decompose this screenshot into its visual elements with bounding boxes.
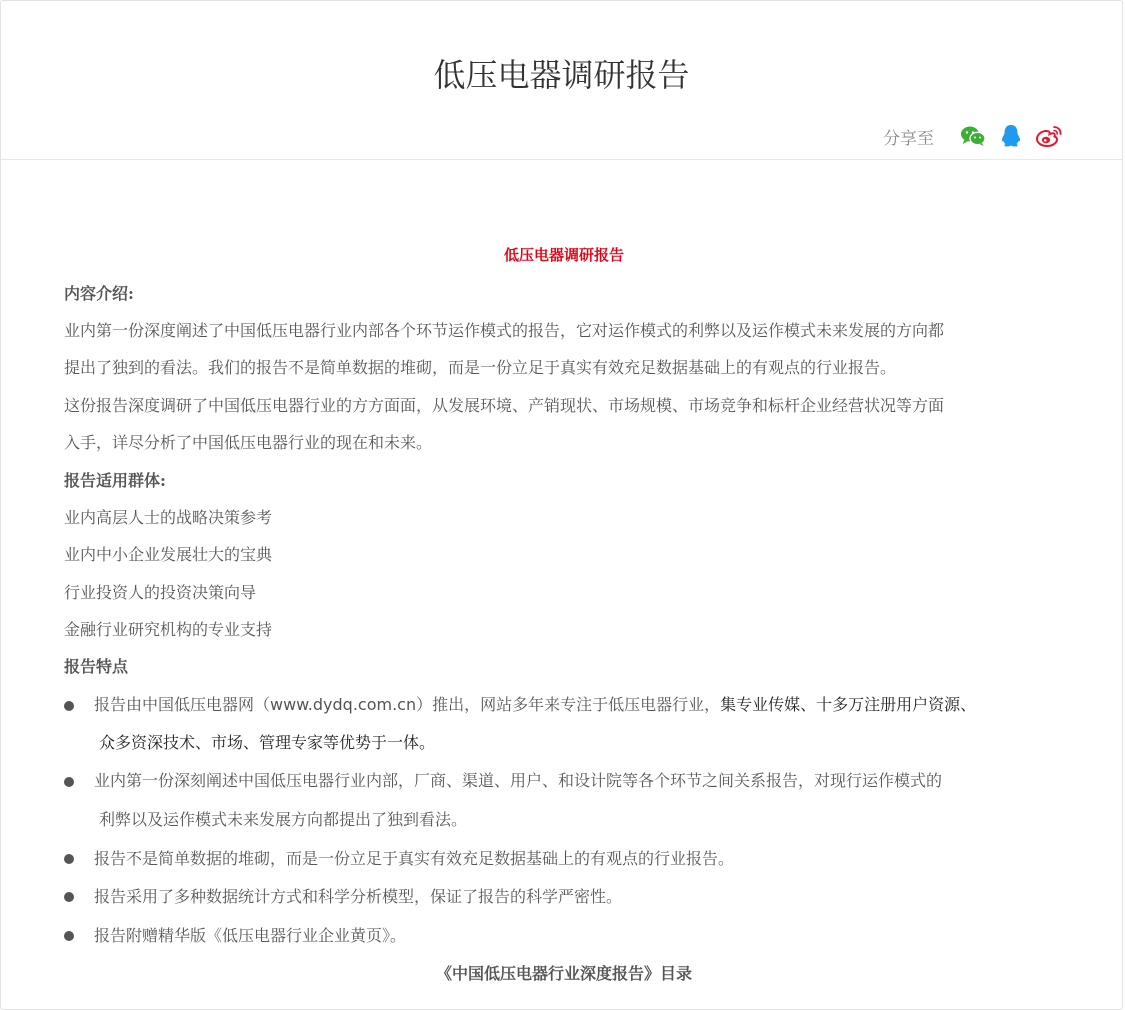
wechat-icon[interactable]: [960, 123, 986, 149]
feature-4: 报告采用了多种数据统计方式和科学分析模型，保证了报告的科学严密性。: [94, 887, 623, 906]
bullet-marker: [64, 777, 74, 787]
features-title: 报告特点: [64, 657, 129, 676]
audience-item: 金融行业研究机构的专业支持: [64, 620, 273, 639]
share-label: 分享至: [883, 128, 934, 149]
feature-5: 报告附赠精华版《低压电器行业企业黄页》。: [94, 926, 407, 945]
page-header: [1, 1, 1122, 160]
qq-icon[interactable]: [998, 123, 1024, 149]
bullet-marker: [64, 931, 74, 941]
feature-2-line-1: 业内第一份深刻阐述中国低压电器行业内部，厂商、渠道、用户、和设计院等各个环节之间关系报告，对现行运作模式的: [94, 771, 943, 790]
report-heading: 低压电器调研报告: [503, 246, 624, 264]
feature-2-line-2: 利弊以及运作模式未来发展方向都提出了独到看法。: [99, 810, 468, 829]
bullet-marker: [64, 854, 74, 864]
intro-paragraph-2-line-2: 入手，详尽分析了中国低压电器行业的现在和未来。: [64, 433, 433, 452]
audience-item: 行业投资人的投资决策向导: [64, 583, 257, 602]
bullet-marker: [64, 701, 74, 711]
feature-1-highlight: 集专业传媒、十多万注册用户资源、: [720, 695, 977, 714]
intro-title: 内容介绍:: [64, 284, 134, 303]
feature-3: 报告不是简单数据的堆砌，而是一份立足于真实有效充足数据基础上的有观点的行业报告。: [94, 849, 735, 868]
intro-paragraph-1-line-1: 业内第一份深度阐述了中国低压电器行业内部各个环节运作模式的报告，它对运作模式的利弊以及运作模式未来发展的方向都: [64, 321, 945, 340]
intro-paragraph-1-line-2: 提出了独到的看法。我们的报告不是简单数据的堆砌，而是一份立足于真实有效充足数据基础上的有观点的行业报告。: [64, 358, 897, 377]
feature-1-line-2: 众多资深技术、市场、管理专家等优势于一体。: [99, 733, 436, 752]
page-title: 低压电器调研报告: [433, 56, 690, 94]
toc-title: 《中国低压电器行业深度报告》目录: [435, 964, 692, 983]
audience-item: 业内高层人士的战略决策参考: [64, 508, 273, 527]
audience-title: 报告适用群体:: [64, 471, 166, 490]
share-bar: [883, 123, 1062, 149]
audience-item: 业内中小企业发展壮大的宝典: [64, 545, 273, 564]
bullet-marker: [64, 892, 74, 902]
weibo-icon[interactable]: [1036, 123, 1062, 149]
feature-1-text: 报告由中国低压电器网（www.dydq.com.cn）推出，网站多年来专注于低压电器行业，: [94, 695, 721, 714]
intro-paragraph-2-line-1: 这份报告深度调研了中国低压电器行业的方方面面，从发展环境、产销现状、市场规模、市场竞争和标杆企业经营状况等方面: [64, 396, 945, 415]
feature-1-line-1: [94, 694, 976, 716]
